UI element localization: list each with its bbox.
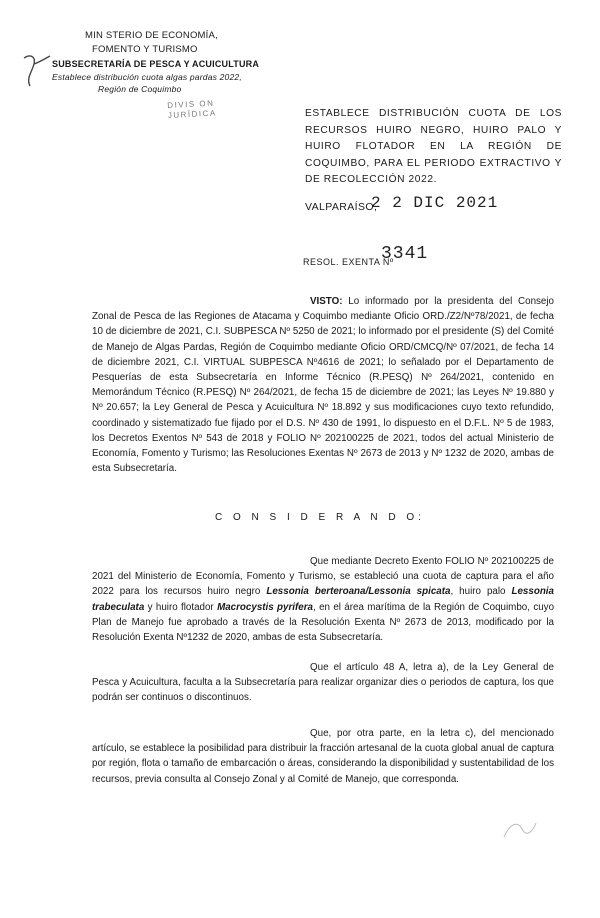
- ministry-name-line2: FOMENTO Y TURISMO: [92, 44, 198, 55]
- considerando-paragraph-1: [92, 554, 554, 645]
- p3-text: Que, por otra parte, en la letra c), del mencionado artículo, se establece la posibilidad para distribuir la fracción artesanal de la cuota global anual de captura por región, flota o tamaño de embarcación o áreas, considerando la disponibilidad y sustentabilidad de los recursos, previa consulta al Consejo Zonal y al Comité de Manejo, que corresponda.: [92, 728, 554, 785]
- p1-text-a: Que mediante Decreto Exento FOLIO Nº 202100225 de 2021 del Ministerio de Economía, Fomento y Turismo, se estableció una cuota de captura para el año 2022 para los recursos huiro negro: [92, 556, 554, 598]
- p1-text-b: , huiro palo: [450, 586, 512, 598]
- considerando-paragraph-3: [92, 726, 554, 787]
- p1-text-d: , en el área marítima de la Región de Coquimbo, cuyo Plan de Manejo fue aprobado a través de la Resolución Exenta Nº 2673 de 2013, modificado por la Resolución Exenta Nº1232 de 2020, ambas de esta Subsecretaría.: [92, 601, 555, 644]
- p1-text-c: y huiro flotador: [144, 601, 218, 613]
- visto-label: VISTO:: [310, 296, 343, 307]
- place: VALPARAÍSO,: [305, 201, 378, 213]
- resolution-number: 3341: [381, 244, 429, 264]
- stamp-line1: DIVIS ON: [167, 98, 215, 111]
- considerando-heading: C O N S I D E R A N D O:: [215, 512, 425, 523]
- undersecretariat-name: SUBSECRETARÍA DE PESCA Y ACUICULTURA: [52, 59, 260, 69]
- stamp-line2: JURÍDICA: [167, 108, 217, 121]
- resolution-title: ESTABLECE DISTRIBUCIÓN CUOTA DE LOS RECURSOS HUIRO NEGRO, HUIRO PALO Y HUIRO FLOTADOR EN LA REGIÓN DE COQUIMBO, PARA EL PERIODO EXTRACTIVO Y DE RECOLECCIÓN 2022.: [305, 108, 562, 185]
- handwritten-mark: [20, 52, 54, 90]
- resolution-label: RESOL. EXENTA Nº: [303, 257, 394, 267]
- document-subject: Establece distribución cuota algas pardas 2022,: [52, 72, 242, 82]
- p2-text: Que el artículo 48 A, letra a), de la Ley General de Pesca y Acuicultura, faculta a la Subsecretaría para realizar organizar dies o periodos de captura, los que podrán ser continuos o discontinuos.: [92, 662, 554, 704]
- stamped-date: 2 2 DIC 2021: [371, 194, 499, 212]
- ministry-name: MIN STERIO DE ECONOMÍA,: [85, 30, 218, 41]
- species-huiro-flotador: Macrocystis pyrifera: [217, 601, 313, 613]
- considerando-paragraph-2: [92, 660, 554, 706]
- initials-scribble: [500, 815, 540, 845]
- document-region: Región de Coquimbo: [98, 84, 182, 94]
- division-stamp: [167, 97, 247, 139]
- visto-text: Lo informado por la presidenta del Consejo Zonal de Pesca de las Regiones de Atacama y Coquimbo mediante Oficio ORD./Z2/Nº78/2021, de fecha 10 de diciembre de 2021, C.I. SUBPESCA Nº 5250 de 2021; lo informado por el presidente (S) del Comité de Manejo de Algas Pardas, Región de Coquimbo mediante Oficio ORD/CMCQ/Nº 07/2021, de fecha 14 de diciembre 2021, C.I. VIRTUAL SUBPESCA Nº4616 de 2021; lo señalado por el Departamento de Pesquerías de esta Subsecretaría en Informe Técnico (R.PESQ) Nº 264/2021, contenido en Memorándum Técnico (R.PESQ) Nº 264/2021, de fecha 15 de diciembre de 2021; las Leyes Nº 19.880 y Nº 20.657; la Ley General de Pesca y Acuicultura Nº 18.892 y sus modificaciones cuyo texto refundido, coordinado y sistematizado fue fijado por el D.S. Nº 430 de 1991, lo dispuesto en el D.F.L. Nº 5 de 1983, los Decretos Exentos Nº 543 de 2018 y FOLIO Nº 202100225 de 2021, todos del actual Ministerio de Economía, Fomento y Turismo; las Resoluciones Exentas Nº 2673 de 2013 y Nº 1232 de 2020, ambas de esta Subsecretaría.: [92, 296, 554, 475]
- species-huiro-palo: Lessonia trabeculata: [92, 586, 554, 613]
- species-huiro-negro: Lessonia berteroana/Lessonia spicata: [266, 586, 451, 598]
- visto-paragraph: [92, 294, 554, 476]
